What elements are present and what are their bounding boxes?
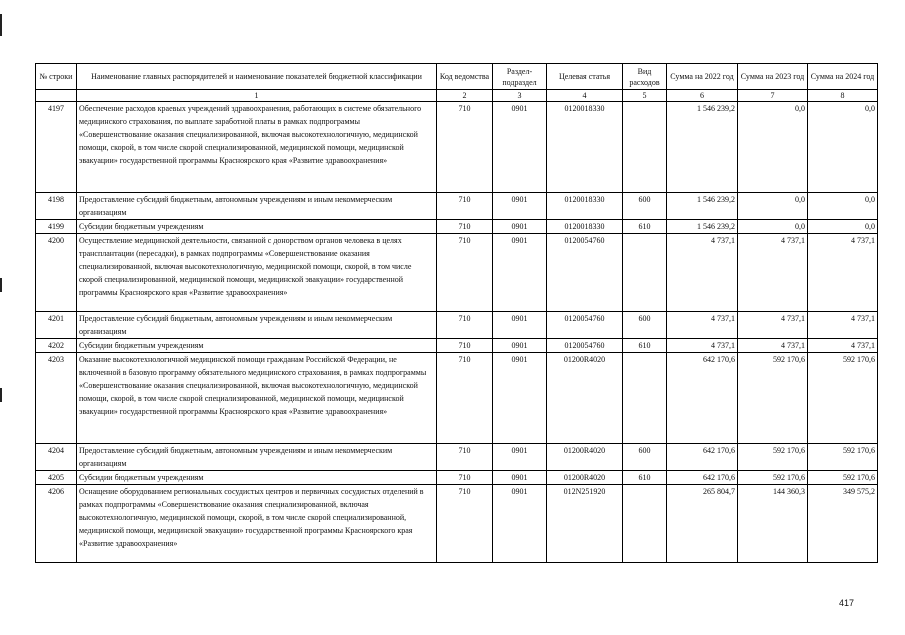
- row-section: 0901: [493, 339, 547, 353]
- column-number-row: [36, 90, 878, 102]
- page-number: 417: [839, 598, 855, 608]
- row-target-article: 0120018330: [547, 220, 623, 234]
- row-sum-2022: 4 737,1: [667, 234, 738, 312]
- row-sum-2022: 642 170,6: [667, 471, 738, 485]
- row-dept-code: 710: [437, 444, 493, 471]
- budget-table: [35, 63, 878, 563]
- row-target-article: 01200R4020: [547, 353, 623, 444]
- header-name: Наименование главных распорядителей и наименование показателей бюджетной классификации: [77, 64, 437, 90]
- table-header-row: [36, 64, 878, 90]
- row-section: 0901: [493, 312, 547, 339]
- header-row-no: № строки: [36, 64, 77, 90]
- row-sum-2023: 592 170,6: [738, 353, 808, 444]
- row-sum-2022: 1 546 239,2: [667, 102, 738, 193]
- table-row: [36, 193, 878, 220]
- row-section: 0901: [493, 444, 547, 471]
- page-edge-mark: [0, 14, 2, 36]
- column-number: 3: [493, 90, 547, 102]
- row-name: Субсидии бюджетным учреждениям: [77, 471, 437, 485]
- row-dept-code: 710: [437, 193, 493, 220]
- table-row: [36, 102, 878, 193]
- row-number: 4199: [36, 220, 77, 234]
- table-row: [36, 353, 878, 444]
- row-expense-type: 610: [623, 339, 667, 353]
- row-sum-2024: 0,0: [808, 193, 878, 220]
- row-dept-code: 710: [437, 471, 493, 485]
- table-row: [36, 485, 878, 563]
- row-sum-2022: 642 170,6: [667, 353, 738, 444]
- row-name: Предоставление субсидий бюджетным, автономным учреждениям и иным некоммерческим организациям: [77, 312, 437, 339]
- row-number: 4206: [36, 485, 77, 563]
- header-sum-2024: Сумма на 2024 год: [808, 64, 878, 90]
- table-row: [36, 220, 878, 234]
- row-number: 4205: [36, 471, 77, 485]
- table-row: [36, 339, 878, 353]
- row-expense-type: [623, 353, 667, 444]
- row-dept-code: 710: [437, 220, 493, 234]
- row-sum-2023: 4 737,1: [738, 234, 808, 312]
- row-sum-2024: 0,0: [808, 102, 878, 193]
- row-name: Предоставление субсидий бюджетным, автономным учреждениям и иным некоммерческим организациям: [77, 193, 437, 220]
- column-number: 5: [623, 90, 667, 102]
- row-target-article: 01200R4020: [547, 471, 623, 485]
- row-sum-2023: 144 360,3: [738, 485, 808, 563]
- row-number: 4197: [36, 102, 77, 193]
- row-target-article: 012N251920: [547, 485, 623, 563]
- row-number: 4202: [36, 339, 77, 353]
- header-expense-type: Вид расходов: [623, 64, 667, 90]
- header-section: Раздел-подраздел: [493, 64, 547, 90]
- column-number: [36, 90, 77, 102]
- row-target-article: 01200R4020: [547, 444, 623, 471]
- header-sum-2023: Сумма на 2023 год: [738, 64, 808, 90]
- row-sum-2022: 1 546 239,2: [667, 220, 738, 234]
- column-number: 8: [808, 90, 878, 102]
- row-name: Субсидии бюджетным учреждениям: [77, 220, 437, 234]
- row-sum-2023: 592 170,6: [738, 444, 808, 471]
- row-expense-type: [623, 234, 667, 312]
- column-number: 2: [437, 90, 493, 102]
- row-dept-code: 710: [437, 312, 493, 339]
- row-section: 0901: [493, 193, 547, 220]
- row-name: Обеспечение расходов краевых учреждений здравоохранения, работающих в системе обязательного медицинского страхования, по выплате заработной платы в рамках подпрограммы «Совершенствование оказания специализированной, включая высокотехнологичную, медицинской помощи, скорой, в том числе скорой специализированной, медицинской помощи, медицинской эвакуации» государственной программы Красноярского края «Развитие здравоохранения»: [77, 102, 437, 193]
- header-sum-2022: Сумма на 2022 год: [667, 64, 738, 90]
- table-row: [36, 312, 878, 339]
- row-sum-2022: 4 737,1: [667, 339, 738, 353]
- row-section: 0901: [493, 220, 547, 234]
- row-sum-2023: 592 170,6: [738, 471, 808, 485]
- table-row: [36, 444, 878, 471]
- row-target-article: 0120054760: [547, 312, 623, 339]
- row-expense-type: 600: [623, 193, 667, 220]
- row-expense-type: [623, 102, 667, 193]
- row-section: 0901: [493, 471, 547, 485]
- row-sum-2023: 0,0: [738, 220, 808, 234]
- row-target-article: 0120018330: [547, 193, 623, 220]
- row-sum-2024: 4 737,1: [808, 234, 878, 312]
- header-dept-code: Код ведомства: [437, 64, 493, 90]
- row-sum-2024: 0,0: [808, 220, 878, 234]
- row-sum-2023: 4 737,1: [738, 312, 808, 339]
- row-name: Предоставление субсидий бюджетным, автономным учреждениям и иным некоммерческим организациям: [77, 444, 437, 471]
- column-number: 1: [77, 90, 437, 102]
- row-sum-2024: 4 737,1: [808, 339, 878, 353]
- column-number: 6: [667, 90, 738, 102]
- header-target-article: Целевая статья: [547, 64, 623, 90]
- row-sum-2024: 592 170,6: [808, 353, 878, 444]
- row-section: 0901: [493, 353, 547, 444]
- row-target-article: 0120054760: [547, 234, 623, 312]
- row-section: 0901: [493, 485, 547, 563]
- table-row: [36, 234, 878, 312]
- row-section: 0901: [493, 102, 547, 193]
- row-sum-2024: 592 170,6: [808, 471, 878, 485]
- row-expense-type: 610: [623, 471, 667, 485]
- row-target-article: 0120018330: [547, 102, 623, 193]
- row-dept-code: 710: [437, 485, 493, 563]
- page-edge-mark: [0, 388, 2, 402]
- row-sum-2024: 349 575,2: [808, 485, 878, 563]
- column-number: 4: [547, 90, 623, 102]
- row-expense-type: 600: [623, 444, 667, 471]
- row-expense-type: [623, 485, 667, 563]
- row-sum-2022: 4 737,1: [667, 312, 738, 339]
- row-target-article: 0120054760: [547, 339, 623, 353]
- row-dept-code: 710: [437, 234, 493, 312]
- row-name: Осуществление медицинской деятельности, связанной с донорством органов человека в целях трансплантации (пересадки), в рамках подпрограммы «Совершенствование оказания специализированной, включая высокотехнологичную, медицинской помощи, скорой, в том числе скорой специализированной, медицинской помощи, медицинской эвакуации» государственной программы Красноярского края «Развитие здравоохранения»: [77, 234, 437, 312]
- row-number: 4204: [36, 444, 77, 471]
- row-sum-2022: 1 546 239,2: [667, 193, 738, 220]
- row-sum-2023: 4 737,1: [738, 339, 808, 353]
- row-name: Субсидии бюджетным учреждениям: [77, 339, 437, 353]
- column-number: 7: [738, 90, 808, 102]
- row-number: 4200: [36, 234, 77, 312]
- row-name: Оснащение оборудованием региональных сосудистых центров и первичных сосудистых отделений в рамках подпрограммы «Совершенствование оказания специализированной, включая высокотехнологичную, медицинской помощи, скорой, в том числе скорой специализированной, медицинской помощи, медицинской эвакуации» государственной программы Красноярского края «Развитие здравоохранения»: [77, 485, 437, 563]
- row-dept-code: 710: [437, 102, 493, 193]
- row-expense-type: 600: [623, 312, 667, 339]
- row-section: 0901: [493, 234, 547, 312]
- row-name: Оказание высокотехнологичной медицинской помощи гражданам Российской Федерации, не включенной в базовую программу обязательного медицинского страхования, в рамках подпрограммы «Совершенствование оказания специализированной, включая высокотехнологичную, медицинской помощи, скорой, в том числе скорой специализированной, медицинской помощи, медицинской эвакуации» государственной программы Красноярского края «Развитие здравоохранения»: [77, 353, 437, 444]
- row-sum-2024: 4 737,1: [808, 312, 878, 339]
- row-number: 4198: [36, 193, 77, 220]
- row-number: 4201: [36, 312, 77, 339]
- table-row: [36, 471, 878, 485]
- row-sum-2022: 642 170,6: [667, 444, 738, 471]
- row-sum-2023: 0,0: [738, 193, 808, 220]
- row-dept-code: 710: [437, 339, 493, 353]
- row-sum-2023: 0,0: [738, 102, 808, 193]
- row-sum-2022: 265 804,7: [667, 485, 738, 563]
- row-dept-code: 710: [437, 353, 493, 444]
- row-expense-type: 610: [623, 220, 667, 234]
- page-edge-mark: [0, 278, 2, 292]
- row-number: 4203: [36, 353, 77, 444]
- row-sum-2024: 592 170,6: [808, 444, 878, 471]
